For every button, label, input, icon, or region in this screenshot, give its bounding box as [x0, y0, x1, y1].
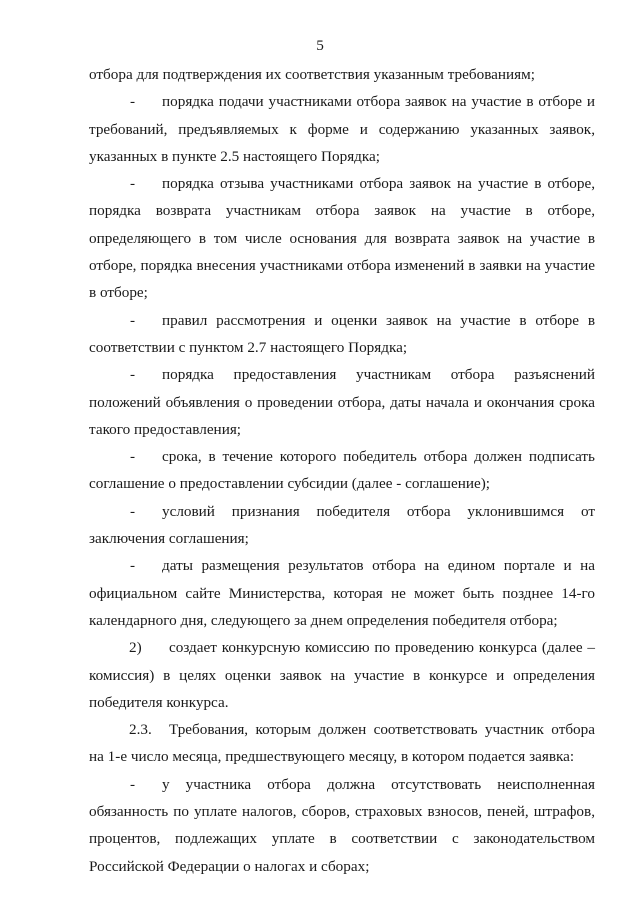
section-item: [89, 716, 595, 771]
list-item: [89, 361, 595, 443]
list-item-text: порядка отзыва участниками отбора заявок на участие в отборе, порядка возврата участникам отбора заявок на участие в отборе, определяющего в том числе основания для возврата заявок на участие в отборе, порядка внесения участниками отбора изменений в заявки на участие в отборе;: [89, 175, 595, 302]
list-item-text: порядка предоставления участникам отбора разъяснений положений объявления о проведении отбора, даты начала и окончания срока такого предоставления;: [89, 366, 595, 438]
item-number: 2): [129, 639, 142, 657]
paragraph-text: отбора для подтверждения их соответствия указанным требованиям;: [89, 66, 535, 83]
page-number: 5: [316, 37, 324, 54]
list-marker: -: [130, 311, 136, 329]
list-item: [89, 552, 595, 634]
list-item: [89, 771, 595, 880]
paragraph-continuation: [89, 61, 595, 88]
numbered-item: [89, 634, 595, 716]
list-marker: -: [130, 557, 136, 575]
list-item: [89, 170, 595, 306]
list-item-text: даты размещения результатов отбора на едином портале и на официальном сайте Министерства, которая не может быть позднее 14-го календарного дня, следующего за днем определения победителя отбора;: [89, 557, 595, 629]
list-marker: -: [130, 502, 136, 520]
list-marker: -: [130, 93, 136, 111]
list-item-text: условий признания победителя отбора уклонившимся от заключения соглашения;: [89, 502, 595, 548]
list-item-text: правил рассмотрения и оценки заявок на участие в отборе в соответствии с пунктом 2.7 настоящего Порядка;: [89, 311, 595, 356]
numbered-item-text: создает конкурсную комиссию по проведению конкурса (далее – комиссия) в целях оценки заявок на участие в конкурсе и определения победителя конкурса.: [89, 639, 595, 711]
document-body: [89, 61, 595, 880]
section-number: 2.3.: [129, 721, 152, 739]
list-marker: -: [130, 448, 136, 466]
list-item: [89, 307, 595, 362]
list-marker: -: [130, 366, 136, 384]
list-item: [89, 88, 595, 170]
section-text: Требования, которым должен соответствовать участник отбора на 1-е число месяца, предшествующего месяцу, в котором подается заявка:: [89, 721, 595, 766]
list-item-text: порядка подачи участниками отбора заявок на участие в отборе и требований, предъявляемых к форме и содержанию указанных заявок, указанных в пункте 2.5 настоящего Порядка;: [89, 93, 595, 165]
list-item: [89, 443, 595, 498]
list-marker: -: [130, 175, 136, 193]
list-marker: -: [130, 775, 136, 793]
list-item-text: срока, в течение которого победитель отбора должен подписать соглашение о предоставлении субсидии (далее - соглашение);: [89, 448, 595, 493]
list-item: [89, 498, 595, 553]
list-item-text: у участника отбора должна отсутствовать неисполненная обязанность по уплате налогов, сборов, страховых взносов, пеней, штрафов, процентов, подлежащих уплате в соответствии с законодательством Российской Федерации о налогах и сборах;: [89, 775, 595, 875]
